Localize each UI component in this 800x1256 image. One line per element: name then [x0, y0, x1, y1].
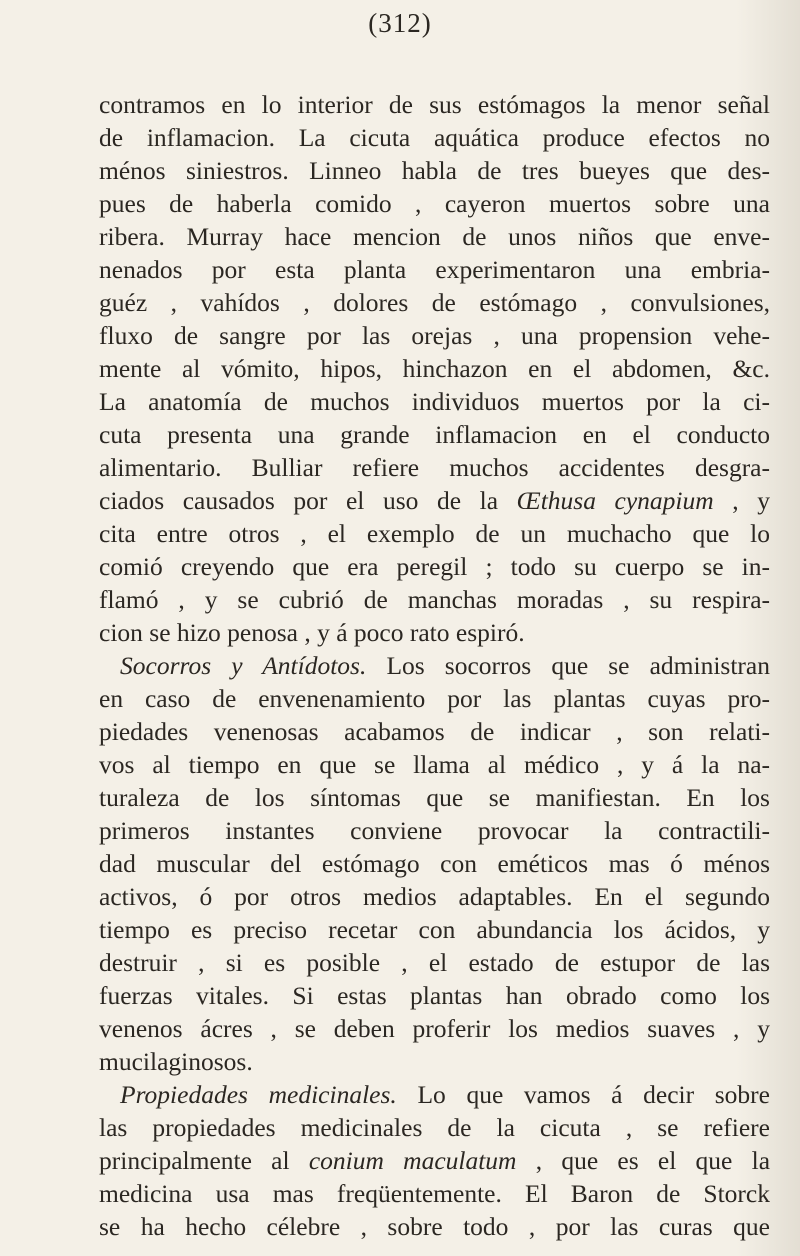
text-segment: La anatomía de muchos individuos muertos por la ci-	[99, 387, 770, 416]
text-segment: fuerzas vitales. Si estas plantas han obrado como los	[99, 981, 770, 1010]
text-line	[99, 1148, 770, 1174]
text-segment: dad muscular del estómago con eméticos mas ó ménos	[99, 849, 770, 878]
text-segment: destruir , si es posible , el estado de estupor de las	[99, 948, 770, 977]
text-line	[99, 356, 770, 382]
text-line	[99, 191, 770, 217]
text-segment: turaleza de los síntomas que se manifiestan. En los	[99, 783, 770, 812]
text-segment: flamó , y se cubrió de manchas moradas , su respira-	[99, 585, 770, 614]
text-segment: cion se hizo penosa , y á poco rato espiró.	[99, 618, 525, 647]
text-line	[99, 125, 770, 151]
text-segment: primeros instantes conviene provocar la contractili-	[99, 816, 770, 845]
text-segment: activos, ó por otros medios adaptables. En el segundo	[99, 882, 770, 911]
text-line	[99, 224, 770, 250]
italic-segment: Socorros y Antídotos.	[120, 651, 367, 680]
text-line	[99, 389, 770, 415]
text-line	[99, 455, 770, 481]
italic-segment: Œthusa cynapium	[516, 486, 714, 515]
text-segment: , y	[713, 486, 770, 515]
text-line	[99, 1016, 770, 1042]
text-line	[99, 158, 770, 184]
text-line	[99, 1115, 770, 1141]
text-line	[99, 785, 770, 811]
text-segment: vos al tiempo en que se llama al médico , y á la na-	[99, 750, 770, 779]
text-segment: tiempo es preciso recetar con abundancia los ácidos, y	[99, 915, 770, 944]
text-segment: las propiedades medicinales de la cicuta , se refiere	[99, 1113, 770, 1142]
text-segment: mente al vómito, hipos, hinchazon en el abdomen, &c.	[99, 354, 770, 383]
text-line	[99, 686, 770, 712]
text-line	[99, 620, 525, 646]
text-line	[99, 851, 770, 877]
text-segment: en caso de envenenamiento por las plantas cuyas pro-	[99, 684, 770, 713]
text-segment: ciados causados por el uso de la	[99, 486, 517, 515]
text-line	[99, 752, 770, 778]
text-line	[99, 1049, 253, 1075]
text-line	[99, 323, 770, 349]
text-line	[99, 257, 770, 283]
text-segment: Lo que vamos á decir sobre	[396, 1080, 770, 1109]
text-line	[99, 1181, 770, 1207]
text-segment: cita entre otros , el exemplo de un muchacho que lo	[99, 519, 770, 548]
text-segment: ménos siniestros. Linneo habla de tres bueyes que des-	[99, 156, 770, 185]
text-segment: cuta presenta una grande inflamacion en el conducto	[99, 420, 770, 449]
text-segment: Los socorros que se administran	[366, 651, 770, 680]
text-line	[99, 554, 770, 580]
text-line	[99, 884, 770, 910]
text-line	[99, 1214, 770, 1240]
text-line	[99, 587, 770, 613]
text-line	[99, 950, 770, 976]
text-line	[99, 719, 770, 745]
text-segment: fluxo de sangre por las orejas , una propension vehe-	[99, 321, 770, 350]
text-segment: comió creyendo que era peregil ; todo su cuerpo se in-	[99, 552, 770, 581]
text-segment: se ha hecho célebre , sobre todo , por las curas que	[99, 1212, 770, 1241]
text-segment: contramos en lo interior de sus estómagos la menor señal	[99, 90, 770, 119]
text-segment: alimentario. Bulliar refiere muchos accidentes desgra-	[99, 453, 770, 482]
text-line	[99, 818, 770, 844]
italic-segment: Propiedades medicinales.	[120, 1080, 397, 1109]
text-segment: medicina usa mas freqüentemente. El Baron de Storck	[99, 1179, 770, 1208]
text-line	[99, 917, 770, 943]
text-line	[99, 290, 770, 316]
text-line	[99, 422, 770, 448]
text-line	[99, 92, 770, 118]
text-segment: venenos ácres , se deben proferir los medios suaves , y	[99, 1014, 770, 1043]
text-segment: principalmente al	[99, 1146, 309, 1175]
text-segment: piedades venenosas acabamos de indicar , son relati-	[99, 717, 770, 746]
page-number: (312)	[368, 8, 432, 38]
text-segment: pues de haberla comido , cayeron muertos sobre una	[99, 189, 770, 218]
text-segment: , que es el que la	[516, 1146, 771, 1175]
text-segment: de inflamacion. La cicuta aquática produce efectos no	[99, 123, 770, 152]
text-segment: ribera. Murray hace mencion de unos niños que enve-	[99, 222, 770, 251]
text-line	[120, 653, 770, 679]
text-line	[99, 983, 770, 1009]
text-line	[99, 488, 770, 514]
text-segment: guéz , vahídos , dolores de estómago , convulsiones,	[99, 288, 770, 317]
text-line	[120, 1082, 770, 1108]
text-segment: nenados por esta planta experimentaron una embria-	[99, 255, 770, 284]
text-line	[99, 521, 770, 547]
italic-segment: conium maculatum	[308, 1146, 517, 1175]
text-segment: mucilaginosos.	[99, 1047, 253, 1076]
